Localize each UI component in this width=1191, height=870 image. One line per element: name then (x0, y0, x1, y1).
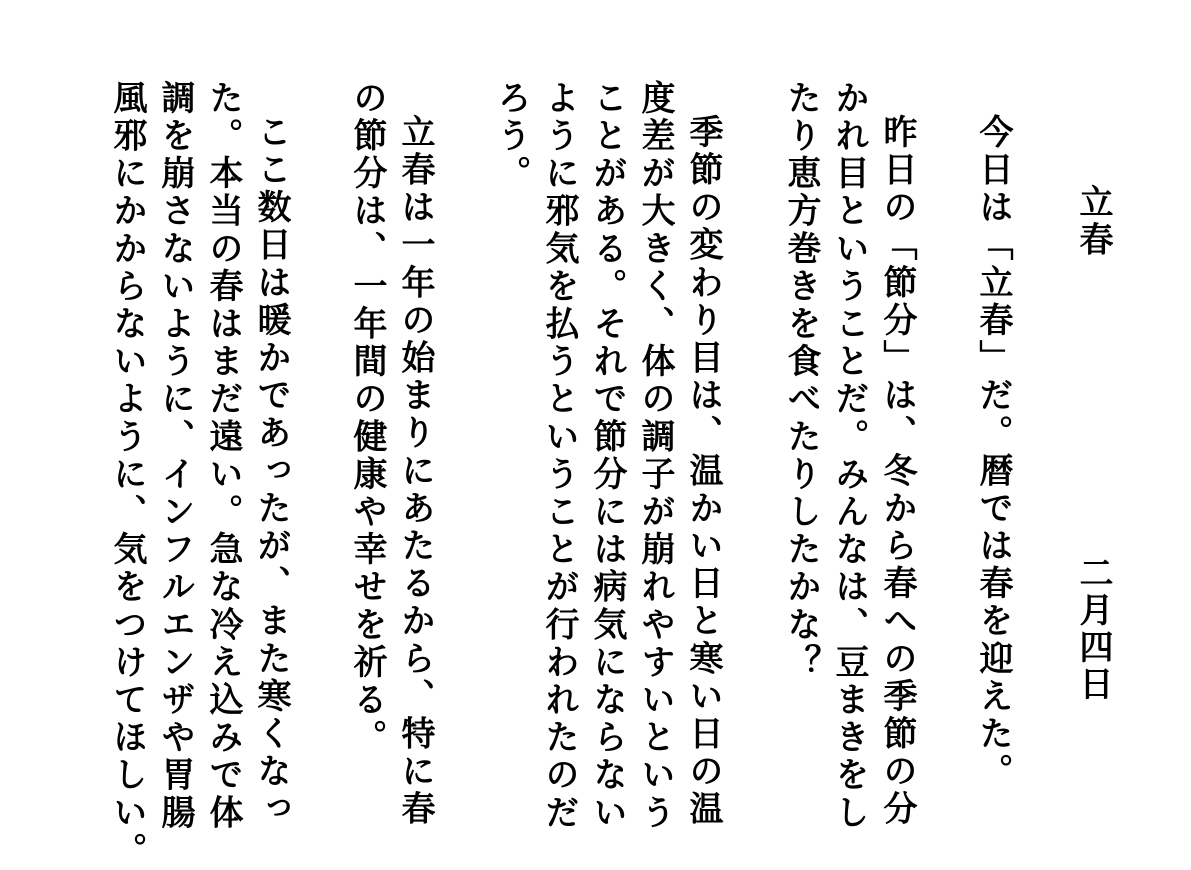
text-line: 季節の変わり目は、温かい日と寒い日の温 (683, 114, 723, 829)
text-line: 昨日の「節分」は、冬から春への季節の分 (877, 114, 917, 829)
text-line: 今日は「立春」だ。暦では春を迎えた。 (973, 114, 1013, 791)
text-line: ここ数日は暖かであったが、また寒くなっ (251, 114, 291, 829)
text-line: 立春は一年の始まりにあたるから、特に春 (395, 114, 435, 829)
text-line: 度差が大きく、体の調子が崩れやすいという (635, 80, 675, 832)
text-line: たり恵方巻きを食べたりしたかな？ (781, 80, 821, 682)
text-line: ように邪気を払うということが行われたのだ (539, 80, 579, 832)
text-line: 調を崩さないように、インフルエンザや胃腸 (155, 80, 195, 832)
document-title: 立春 (1073, 184, 1113, 260)
text-line: ことがある。それで節分には病気にならない (587, 80, 627, 832)
document-date: 二月四日 (1073, 555, 1113, 703)
text-line: 風邪にかからないように、気をつけてほしい。 (107, 80, 147, 870)
text-line: かれ目ということだ。みんなは、豆まきをし (829, 80, 869, 832)
text-line: の節分は、一年間の健康や幸せを祈る。 (347, 80, 387, 757)
text-line: た。本当の春はまだ遠い。急な冷え込みで体 (203, 80, 243, 832)
text-line: ろう。 (491, 80, 531, 193)
